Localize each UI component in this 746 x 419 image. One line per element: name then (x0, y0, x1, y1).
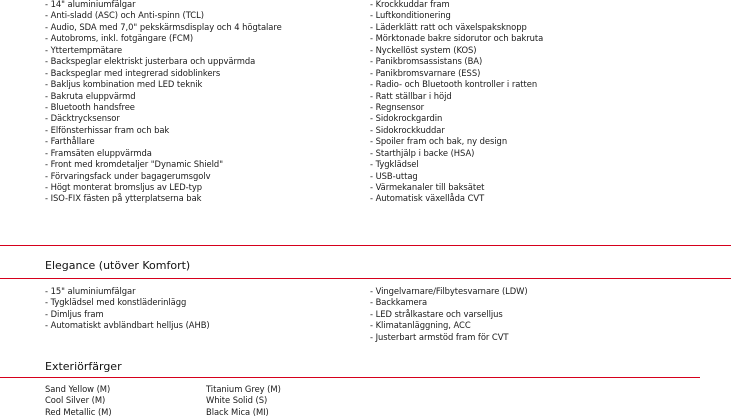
elegance-right-list (370, 286, 528, 343)
elegance-left-list (45, 286, 210, 332)
equipment-item: - Värmekanaler till baksätet (370, 182, 485, 192)
exterior-colors-heading: Exteriörfärger (45, 360, 122, 373)
elegance-item: - Vingelvarnare/Filbytesvarnare (LDW) (370, 286, 528, 296)
equipment-item: - Backspeglar med integrerad sidoblinkers (45, 67, 221, 78)
equipment-item: - Nyckellöst system (KOS) (370, 44, 477, 55)
elegance-divider (0, 278, 731, 279)
elegance-item: - Dimljus fram (45, 308, 104, 319)
elegance-item: - Tygklädsel med konstläderinlägg (45, 297, 187, 308)
equipment-item: - Starthjälp i backe (HSA) (370, 147, 475, 158)
color-item: Cool Silver (M) (45, 395, 106, 406)
color-item: Sand Yellow (M) (45, 384, 111, 394)
elegance-heading: Elegance (utöver Komfort) (45, 259, 191, 272)
equipment-item: - Förvaringsfack under bagagerumsgolv (45, 170, 211, 181)
color-item: Black Mica (MI) (206, 406, 269, 417)
equipment-item: - Panikbromsassistans (BA) (370, 56, 483, 67)
equipment-item: - Autobroms, inkl. fotgängare (FCM) (45, 33, 194, 44)
standard-equipment-left-list (45, 0, 282, 205)
equipment-item: - Automatisk växellåda CVT (370, 193, 485, 204)
equipment-item: - Anti-sladd (ASC) och Anti-spinn (TCL) (45, 10, 204, 21)
colors-left-list (45, 384, 112, 418)
equipment-item: - Sidokrockgardin (370, 113, 443, 124)
equipment-item: - Framsäten eluppvärmda (45, 147, 152, 158)
elegance-item: - LED strålkastare och varselljus (370, 308, 503, 319)
equipment-item: - Ratt ställbar i höjd (370, 90, 452, 101)
equipment-item: - Däcktrycksensor (45, 113, 120, 124)
equipment-item: - Sidokrockkuddar (370, 124, 445, 135)
equipment-item: - Elfönsterhissar fram och bak (45, 124, 170, 135)
elegance-item: - Automatiskt avbländbart helljus (AHB) (45, 320, 210, 331)
standard-equipment-right-list (370, 0, 543, 205)
equipment-item: - Panikbromsvarnare (ESS) (370, 67, 481, 78)
equipment-item: - Yttertempmätare (45, 44, 123, 55)
equipment-item: - Mörktonade bakre sidorutor och bakruta (370, 33, 544, 44)
elegance-item: - Klimatanläggning, ACC (370, 320, 471, 331)
equipment-item: - Radio- och Bluetooth kontroller i ratten (370, 79, 538, 90)
equipment-item: - Regnsensor (370, 101, 425, 112)
colors-divider (0, 377, 700, 378)
equipment-item: - Spoiler fram och bak, ny design (370, 136, 508, 147)
color-item: Red Metallic (M) (45, 406, 112, 417)
color-item: White Solid (S) (206, 395, 268, 406)
elegance-item: - 15" aluminiumfälgar (45, 286, 136, 296)
equipment-item: - Audio, SDA med 7,0" pekskärmsdisplay och 4 högtalare (45, 21, 282, 32)
section-divider-top (0, 245, 731, 246)
color-item: Titanium Grey (M) (206, 384, 281, 394)
equipment-item: - Högt monterat bromsljus av LED-typ (45, 182, 203, 192)
equipment-item: - USB-uttag (370, 170, 418, 181)
equipment-item: - 14" aluminiumfälgar (45, 0, 136, 9)
equipment-item: - Front med kromdetaljer "Dynamic Shield" (45, 159, 224, 170)
equipment-item: - ISO-FIX fästen på ytterplatserna bak (45, 193, 202, 204)
equipment-item: - Läderklätt ratt och växelspaksknopp (370, 21, 527, 32)
equipment-item: - Bakljus kombination med LED teknik (45, 79, 203, 90)
equipment-item: - Backspeglar elektriskt justerbara och uppvärmda (45, 56, 256, 67)
equipment-item: - Bluetooth handsfree (45, 101, 135, 112)
colors-right-list (206, 384, 281, 418)
elegance-item: - Justerbart armstöd fram för CVT (370, 331, 509, 342)
equipment-item: - Krockkuddar fram (370, 0, 450, 9)
equipment-item: - Tygklädsel (370, 159, 419, 170)
equipment-item: - Farthållare (45, 136, 95, 147)
equipment-item: - Luftkonditionering (370, 10, 451, 21)
equipment-item: - Bakruta eluppvärmd (45, 90, 136, 101)
elegance-item: - Backkamera (370, 297, 428, 308)
